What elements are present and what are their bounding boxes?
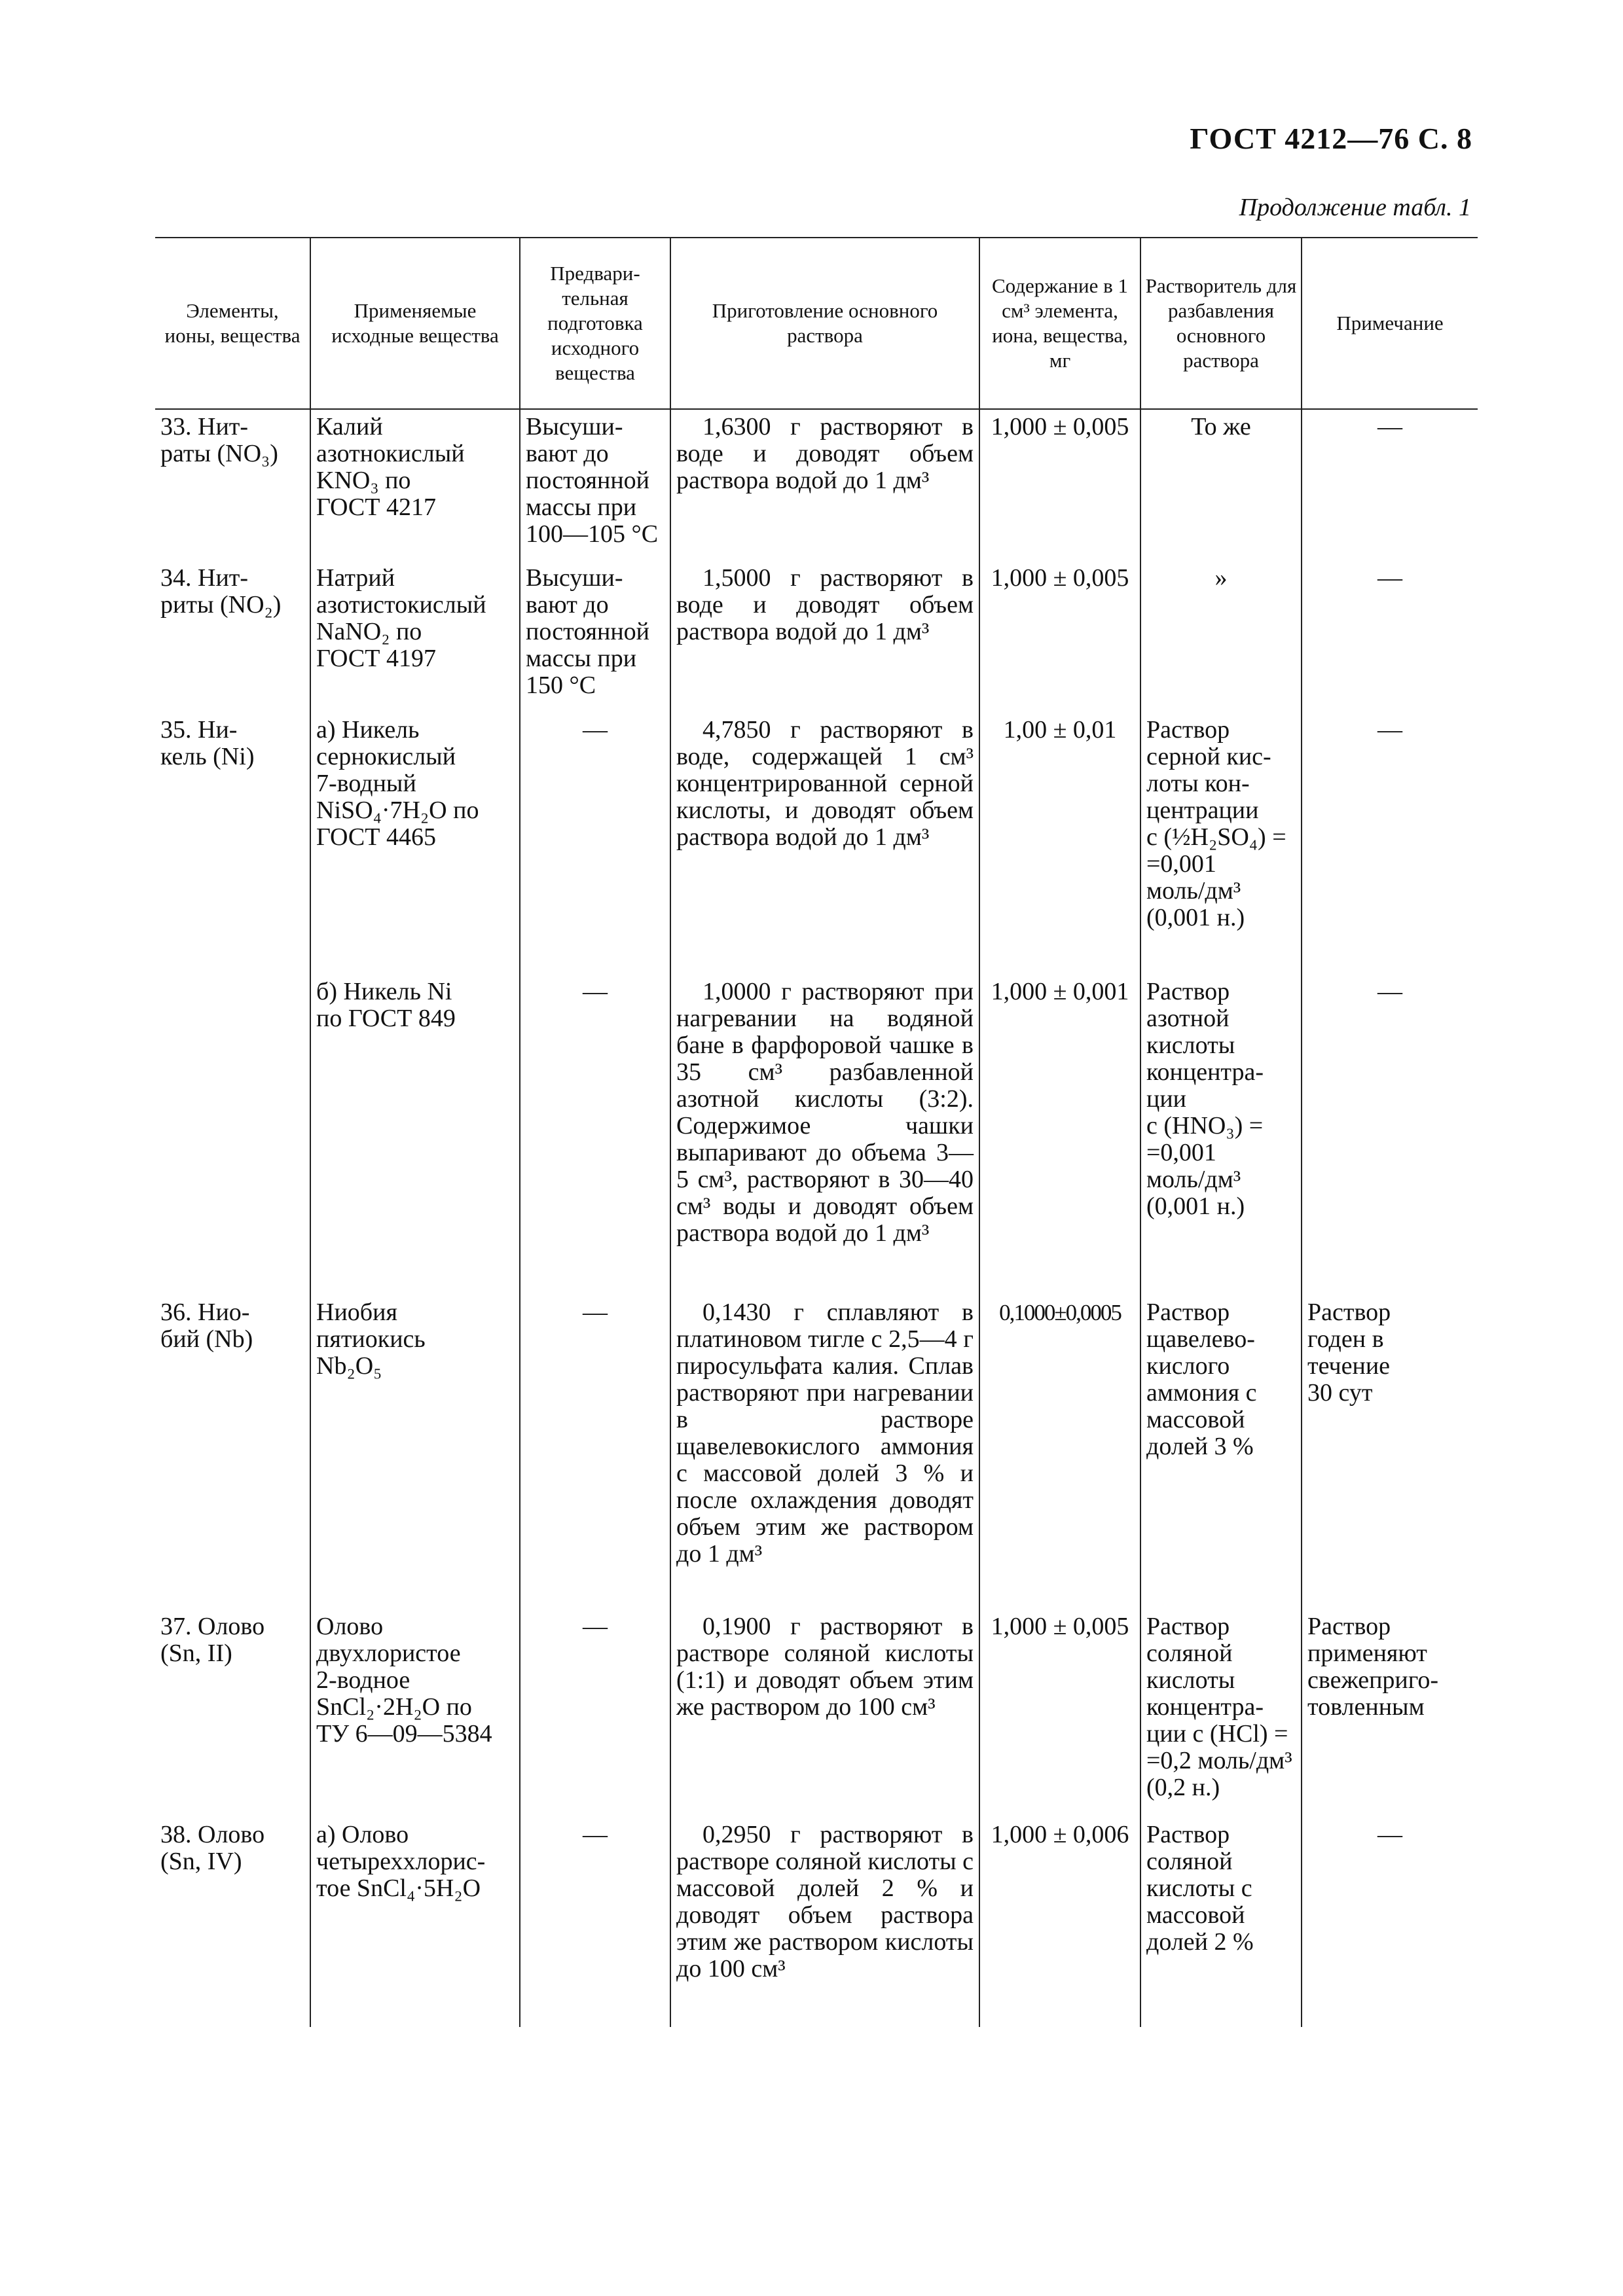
column-header-element: Элементы, ионы, вещества	[155, 238, 310, 409]
solution-cell: 4,7850 г растворяют в воде, содержащей 1 см³ концентрированной серной кислоты, и доводят объем раствора водой до 1 дм³	[670, 713, 979, 975]
table-continuation-caption: Продолжение табл. 1	[1239, 194, 1471, 221]
substance-cell: а) Олово четыреххлорис- тое SnCl₄·5H₂O	[310, 1818, 520, 2027]
solution-cell: 0,1900 г растворяют в растворе соляной кислоты (1:1) и доводят объем этим же раствором до 100 см³	[670, 1609, 979, 1818]
note-cell: —	[1302, 1818, 1478, 2027]
reagent-table	[155, 237, 1478, 2027]
content-cell: 1,00 ± 0,01	[979, 713, 1140, 975]
solution-cell: 1,6300 г растворяют в воде и доводят объем раствора водой до 1 дм³	[670, 409, 979, 561]
content-cell: 1,000 ± 0,005	[979, 1609, 1140, 1818]
solvent-cell: Раствор соляной кислоты с массовой долей 2 %	[1140, 1818, 1302, 2027]
table-row	[155, 713, 1478, 975]
solvent-cell: То же	[1140, 409, 1302, 561]
substance-cell: Олово двухлористое 2-водное SnCl₂·2H₂O по ТУ 6—09—5384	[310, 1609, 520, 1818]
note-cell: —	[1302, 975, 1478, 1295]
content-cell: 1,000 ± 0,001	[979, 975, 1140, 1295]
column-header-content: Содержание в 1 см³ элемента, иона, вещества, мг	[979, 238, 1140, 409]
column-header-preparation: Предвари-тельная подготовка исходного вещества	[520, 238, 670, 409]
solution-cell: 0,2950 г растворяют в растворе соляной кислоты с массовой долей 2 % и доводят объем раствора этим же раствором кислоты до 100 см³	[670, 1818, 979, 2027]
substance-cell: Натрий азотистокислый NaNO₂ по ГОСТ 4197	[310, 561, 520, 713]
table-row	[155, 975, 1478, 1295]
substance-cell: а) Никель сернокислый 7-водный NiSO₄·7H₂O по ГОСТ 4465	[310, 713, 520, 975]
page-header: ГОСТ 4212—76 С. 8	[1190, 122, 1472, 155]
content-cell: 1,000 ± 0,005	[979, 561, 1140, 713]
substance-cell: б) Никель Ni по ГОСТ 849	[310, 975, 520, 1295]
note-cell: —	[1302, 561, 1478, 713]
table-row	[155, 409, 1478, 561]
preparation-cell: Высуши- вают до постоянной массы при 150 °С	[520, 561, 670, 713]
solvent-cell: Раствор щавелево- кислого аммония с массовой долей 3 %	[1140, 1295, 1302, 1609]
solution-cell: 1,5000 г растворяют в воде и доводят объем раствора водой до 1 дм³	[670, 561, 979, 713]
element-cell: 36. Нио- бий (Nb)	[160, 1299, 253, 1353]
table-row	[155, 561, 1478, 713]
solvent-cell: Раствор серной кис- лоты кон- центрации c (½H₂SO₄) = =0,001 моль/дм³ (0,001 н.)	[1140, 713, 1302, 975]
note-cell: Раствор годен в течение 30 сут	[1302, 1295, 1478, 1609]
note-cell: Раствор применяют свежеприго- товленным	[1302, 1609, 1478, 1818]
preparation-cell: —	[520, 975, 670, 1295]
note-cell: —	[1302, 713, 1478, 975]
content-cell: 1,000 ± 0,005	[979, 409, 1140, 561]
substance-cell: Ниобия пятиокись Nb₂O₅	[310, 1295, 520, 1609]
element-cell: 33. Нит- раты (NO₃)	[160, 413, 278, 467]
reagent-table-container	[155, 237, 1478, 2027]
solution-cell: 1,0000 г растворяют при нагревании на водяной бане в фарфоровой чашке в 35 см³ разбавленной азотной кислоты (3:2). Содержимое чашки выпаривают до объема 3—5 см³, растворяют в 30—40 см³ воды и доводят объем раствора водой до 1 дм³	[670, 975, 979, 1295]
preparation-cell: —	[520, 1295, 670, 1609]
table-row	[155, 1609, 1478, 1818]
column-header-solvent: Растворитель для разбавления основного раствора	[1140, 238, 1302, 409]
column-header-substance: Применяемые исходные вещества	[310, 238, 520, 409]
table-row	[155, 1295, 1478, 1609]
substance-cell: Калий азотнокислый KNO₃ по ГОСТ 4217	[310, 409, 520, 561]
preparation-cell: —	[520, 1818, 670, 2027]
solvent-cell: »	[1140, 561, 1302, 713]
note-cell: —	[1302, 409, 1478, 561]
element-cell: 35. Ни- кель (Ni)	[160, 716, 255, 770]
solvent-cell: Раствор соляной кислоты концентра- ции c (HCl) = =0,2 моль/дм³ (0,2 н.)	[1140, 1609, 1302, 1818]
preparation-cell: Высуши- вают до постоянной массы при 100—105 °С	[520, 409, 670, 561]
table-row	[155, 1818, 1478, 2027]
table-header-row	[155, 238, 1478, 409]
element-cell: 37. Олово (Sn, II)	[160, 1613, 265, 1667]
element-cell: 38. Олово (Sn, IV)	[160, 1821, 265, 1875]
element-cell: 34. Нит- риты (NO₂)	[160, 564, 282, 619]
solution-cell: 0,1430 г сплавляют в платиновом тигле с 2,5—4 г пиросульфата калия. Сплав растворяют при нагревании в растворе щавелевокислого аммония с массовой долей 3 % и после охлаждения доводят объем этим же раствором до 1 дм³	[670, 1295, 979, 1609]
content-cell: 1,000 ± 0,006	[979, 1818, 1140, 2027]
column-header-solution: Приготовление основного раствора	[670, 238, 979, 409]
content-cell: 0,1000±0,0005	[979, 1295, 1140, 1609]
solvent-cell: Раствор азотной кислоты концентра- ции c (HNO₃) = =0,001 моль/дм³ (0,001 н.)	[1140, 975, 1302, 1295]
element-cell	[155, 975, 310, 1295]
preparation-cell: —	[520, 1609, 670, 1818]
column-header-note: Примечание	[1302, 238, 1478, 409]
preparation-cell: —	[520, 713, 670, 975]
